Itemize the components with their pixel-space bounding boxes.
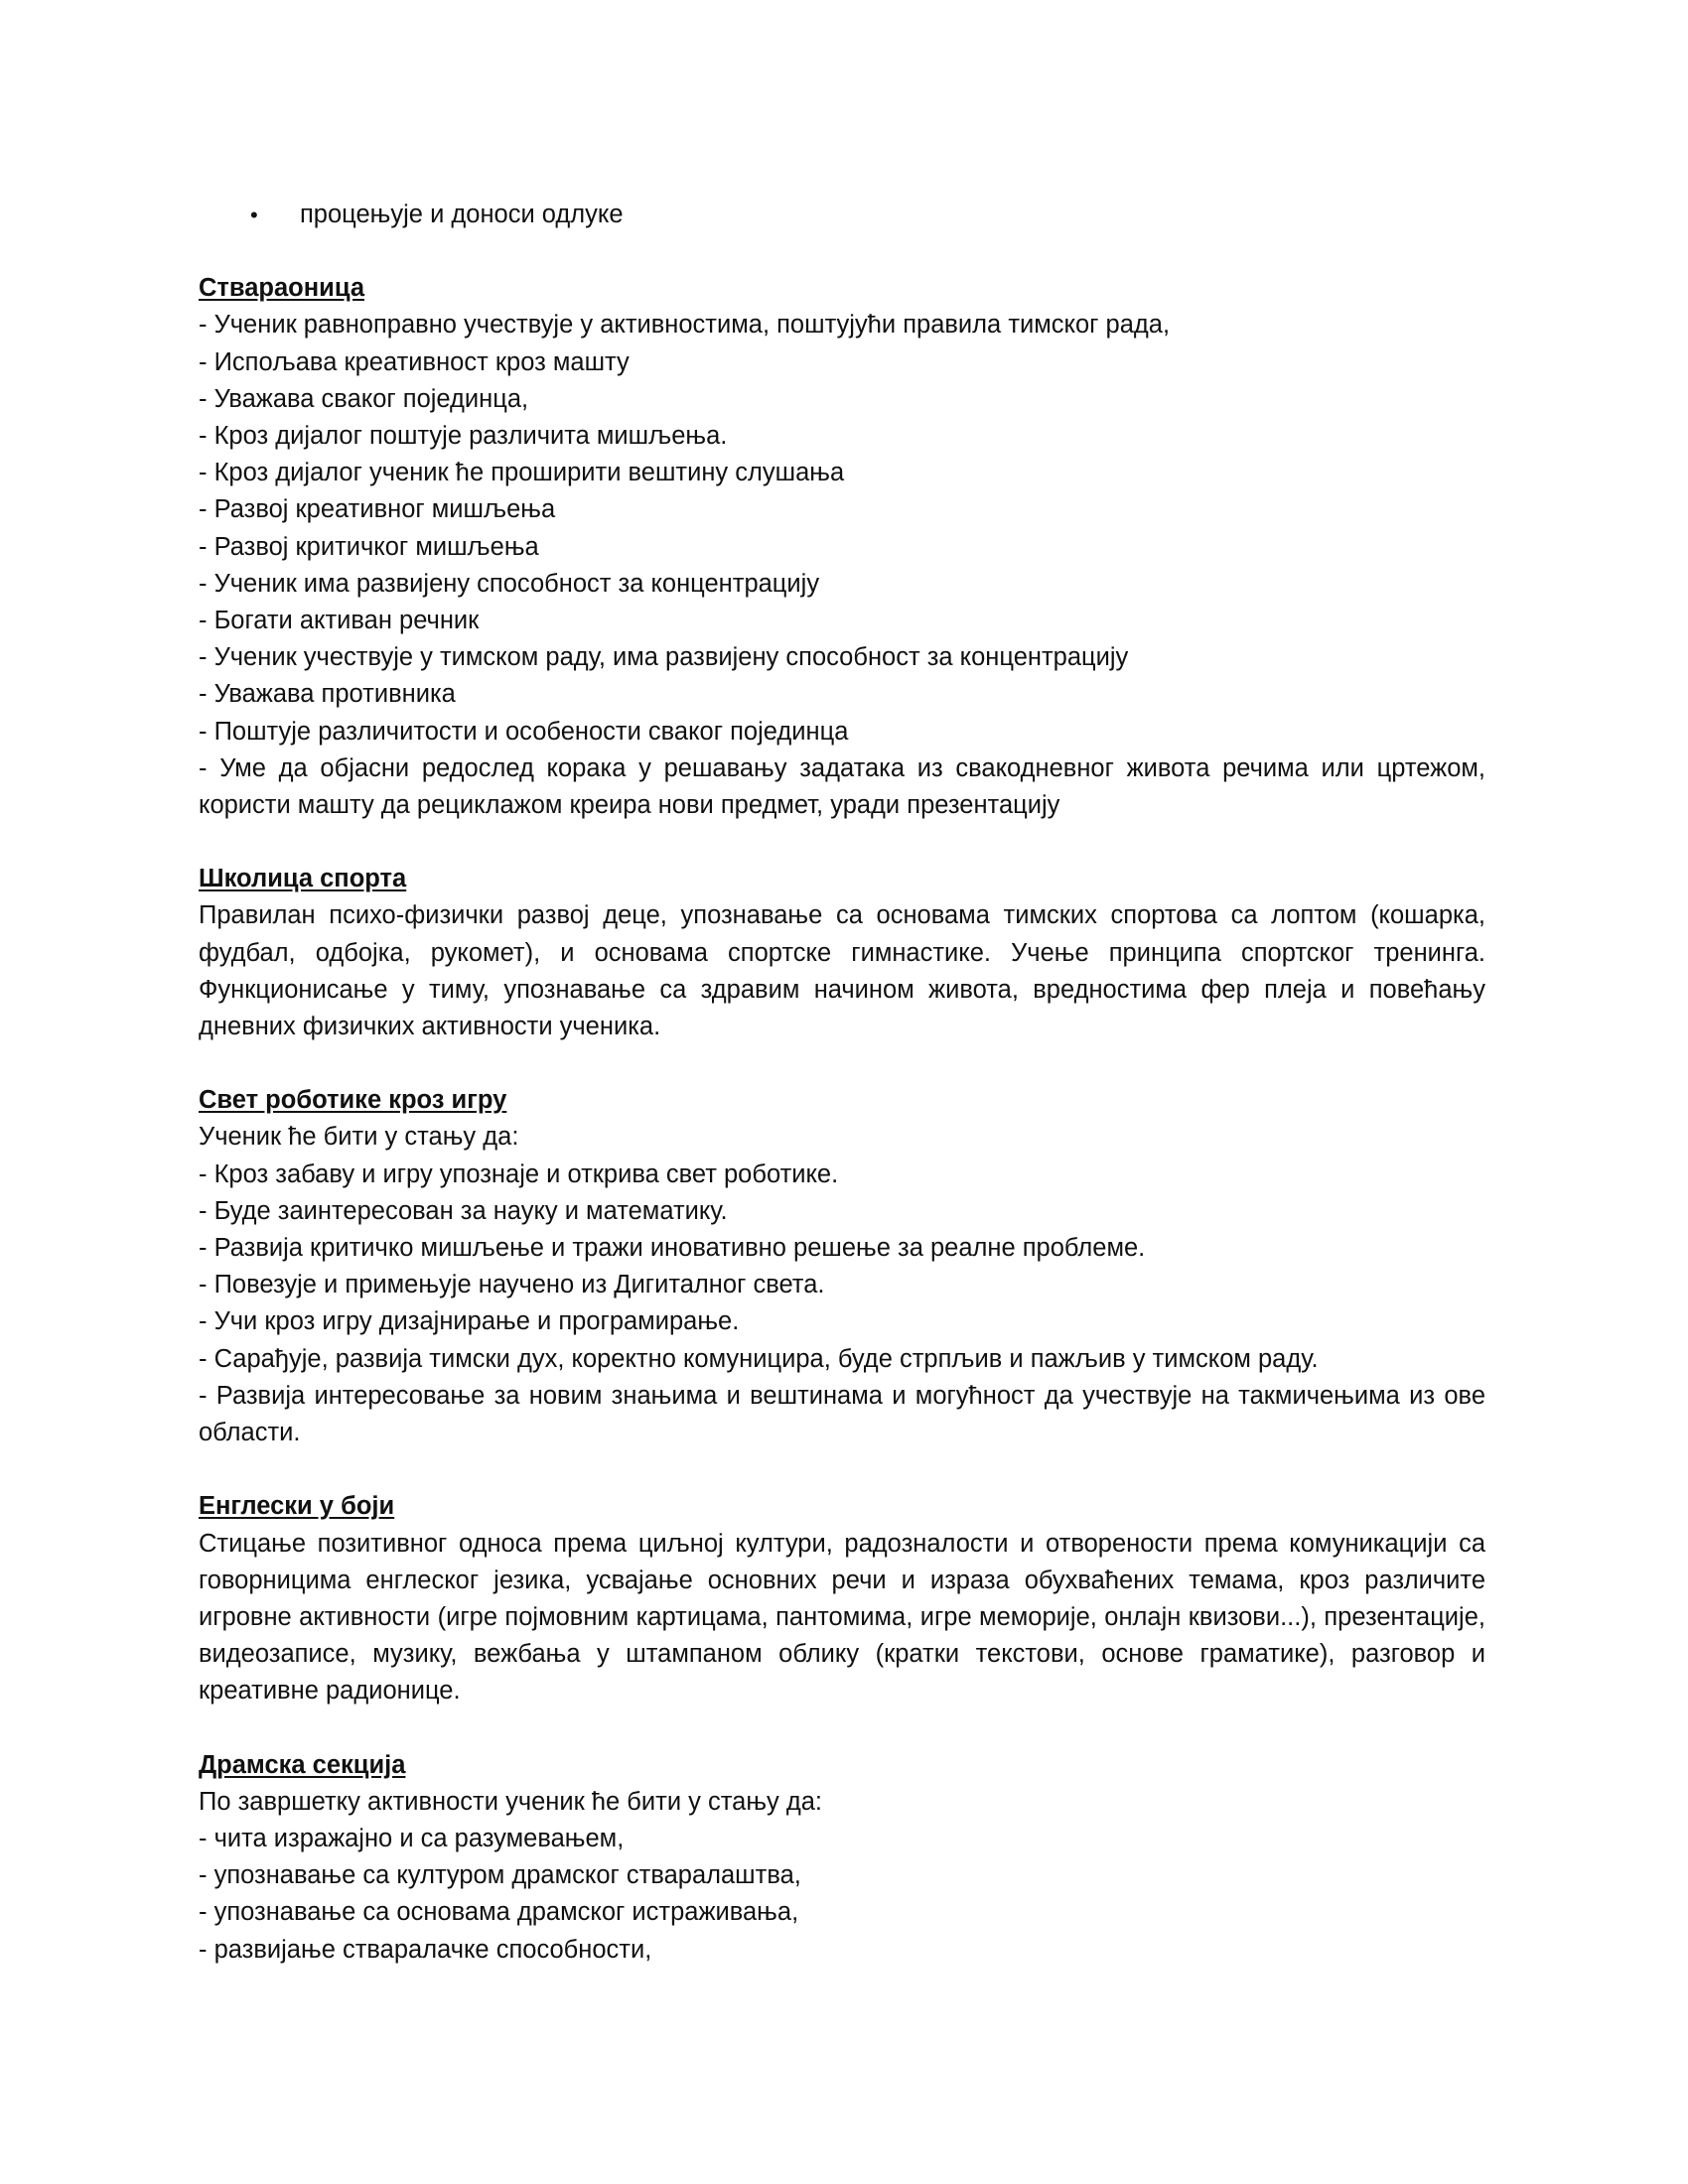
text-line: - Буде заинтересован за науку и математику. (199, 1196, 728, 1225)
bullet-text: процењује и доноси одлуке (300, 201, 624, 228)
section-heading: Свет роботике кроз игру (199, 1086, 507, 1115)
section-svet-robotike (199, 1082, 1485, 1451)
paragraph: Стицање позитивног односа према циљној култури, радозналости и отворености према комуникацији са говорницима енглеског језика, усвајање основних речи и израза обухваћених темама, кроз различите игровне активности (игре појмовним картицама, пантомима, игре меморије, онлајн квизови...), презентације, видеозаписе, музику, вежбања у штампаном облику (кратки текстови, основе граматике), разговор и креативне радионице. (199, 1529, 1485, 1706)
text-line: - развијање стваралачке способности, (199, 1935, 652, 1964)
text-line: По завршетку активности ученик ће бити у стању да: (199, 1787, 823, 1816)
text-line: - Кроз дијалог ученик ће проширити вештину слушања (199, 459, 845, 487)
text-line: - Богати активан речник (199, 607, 480, 635)
text-line: - упознавање са културом драмског стваралаштва, (199, 1861, 801, 1890)
text-line: - Уважава сваког појединца, (199, 384, 529, 413)
text-line: - Кроз забаву и игру упознаје и открива свет роботике. (199, 1160, 839, 1188)
section-engleski-u-boji (199, 1488, 1485, 1709)
section-heading: Ствараоница (199, 274, 365, 303)
text-line: - Развој креативног мишљења (199, 495, 556, 524)
paragraph: - Развија интересовање за новим знањима и вештинама и могућност да учествује на такмичењима из ове области. (199, 1381, 1485, 1447)
text-line: - Сарађује, развија тимски дух, коректно комуницира, буде стрпљив и пажљив у тимском раду. (199, 1344, 1319, 1373)
bullet-item (250, 197, 1485, 233)
text-line: - Ученик учествује у тимском раду, има развијену способност за концентрацију (199, 643, 1129, 672)
text-line: Ученик ће бити у стању да: (199, 1123, 519, 1152)
text-line: - Ученик има развијену способност за концентрацију (199, 569, 820, 598)
text-line: - Развој критичког мишљења (199, 532, 539, 561)
paragraph: Правилан психо-физички развој деце, упознавање са основама тимских спортова са лоптом (кошарка, фудбал, одбојка, рукомет), и основама спортске гимнастике. Учење принципа спортског тренинга. Функционисање у тиму, упознавање са здравим начином живота, вредностима фер плеја и повећању дневних физичких активности ученика. (199, 901, 1485, 1041)
document-page (199, 197, 1485, 1969)
text-line: - Учи кроз игру дизајнирање и програмирање. (199, 1307, 740, 1336)
section-heading: Енглески у боји (199, 1492, 395, 1521)
section-heading: Школица спорта (199, 865, 407, 893)
text-line: - Уважава противника (199, 680, 456, 709)
text-line: - Развија критичко мишљење и тражи иновативно решење за реалне проблеме. (199, 1234, 1146, 1263)
text-line: - Ученик равноправно учествује у активностима, поштујући правила тимског рада, (199, 311, 1171, 340)
bullet-icon: • (250, 203, 258, 227)
text-line: - Повезује и примењује научено из Дигиталног света. (199, 1271, 825, 1299)
section-dramska-sekcija (199, 1747, 1485, 1969)
text-line: - Испољава креативност кроз машту (199, 347, 630, 376)
section-heading: Драмска секција (199, 1750, 406, 1779)
text-line: - чита изражајно и са разумевањем, (199, 1824, 625, 1852)
text-line: - Поштује различитости и особености сваког појединца (199, 717, 849, 746)
section-stvaraonica (199, 270, 1485, 824)
text-line: - Кроз дијалог поштује различита мишљења. (199, 422, 728, 451)
section-skolica-sporta (199, 861, 1485, 1045)
paragraph: - Уме да објасни редослед корака у решавању задатака из свакодневног живота речима или цртежом, користи машту да рециклажом креира нови предмет, уради презентацију (199, 753, 1485, 820)
text-line: - упознавање са основама драмског истраживања, (199, 1898, 799, 1927)
